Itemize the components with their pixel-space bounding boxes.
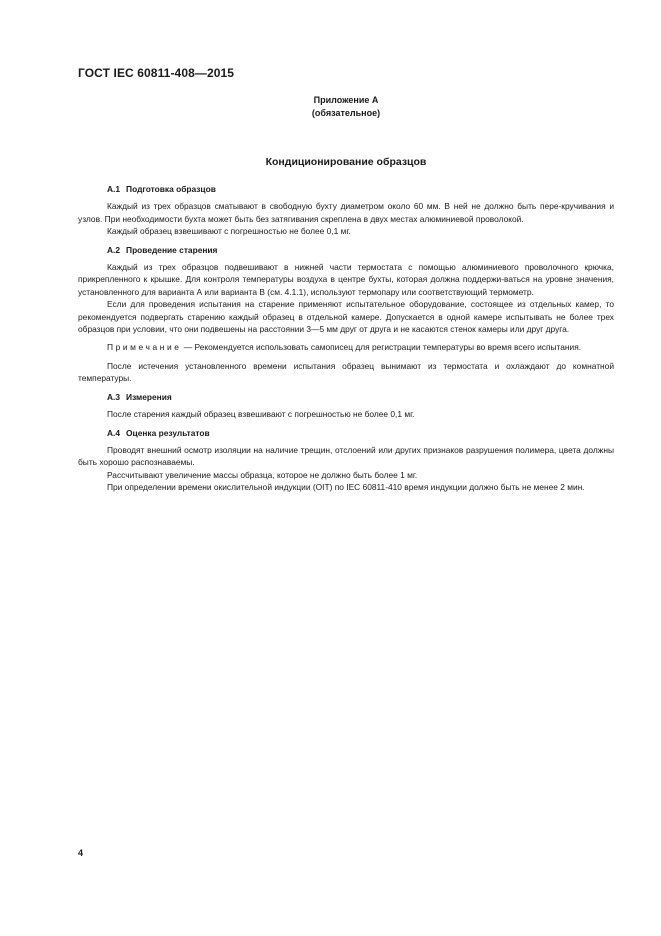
paragraph: Каждый образец взвешивают с погрешностью не более 0,1 мг. (107, 226, 351, 237)
paragraph: Каждый из трех образцов сматывают в свободную бухту диаметром около 60 мм. В ней не должно быть пере-кручивания и узлов. При необходимости бухта может быть без затягивания скреплена в двух местах алюминиевой проволокой. (78, 201, 614, 224)
section-title: Проведение старения (126, 244, 218, 255)
paragraph: Если для проведения испытания на старение применяют испытательное оборудование, состоящее из отдельных камер, то рекомендуется подвергать старению каждый образец в отдельной камере. Допускается в одной камере испытывать не более трех образцов при условии, что они подвешены на расстоянии 3—5 мм друг от друга и не касаются стенок камеры или друг друга. (78, 299, 614, 335)
section-title: Подготовка образцов (126, 184, 216, 194)
document-body (78, 183, 614, 494)
section-a4-heading (78, 427, 614, 439)
section-a2-heading (78, 244, 614, 256)
section-number: А.2 (107, 244, 121, 255)
page-number: 4 (78, 848, 84, 858)
annex-title: Приложение А (313, 95, 379, 105)
note (78, 341, 614, 353)
section-title: Измерения (126, 391, 172, 402)
paragraph: Каждый из трех образцов подвешивают в нижней части термостата с помощью алюминиевого проволочного крючка, прикрепленного к крышке. Для контроля температуры воздуха в центре бухты, которая должна поддержи-ваться на уровне значения, установленного для варианта А или варианта В (см. 4.1.1), используют термопару или соответствующий термометр. (78, 262, 614, 297)
paragraph: Рассчитывают увеличение массы образца, которое не должно быть более 1 мг. (107, 469, 418, 480)
section-number: А.3 (107, 391, 121, 402)
section-a1-heading (78, 183, 614, 195)
section-number: А.1 (107, 184, 121, 194)
section-a3-heading (78, 391, 614, 403)
section-title: Оценка результатов (126, 427, 210, 438)
paragraph: При определении времени окислительной индукции (OIT) по IEC 60811-410 время индукции должно быть не менее 2 мин. (107, 482, 585, 493)
paragraph: После истечения установленного времени испытания образец вынимают из термостата и охлаждают до комнатной температуры. (78, 360, 614, 384)
annex-subtitle: (обязательное) (311, 108, 381, 118)
note-label: Примечание (107, 342, 182, 353)
paragraph: После старения каждый образец взвешивают с погрешностью не более 0,1 мг. (107, 409, 415, 420)
document-header: ГОСТ IEC 60811-408—2015 (78, 66, 235, 80)
section-number: А.4 (107, 427, 121, 438)
page-title: Кондиционирование образцов (265, 156, 427, 168)
note-text: — Рекомендуется использовать самописец для регистрации температуры во время всего испытания. (181, 342, 582, 353)
paragraph: Проводят внешний осмотр изоляции на наличие трещин, отслоений или других признаков разрушения полимера, цвета должны быть хорошо распознаваемы. (78, 444, 614, 468)
